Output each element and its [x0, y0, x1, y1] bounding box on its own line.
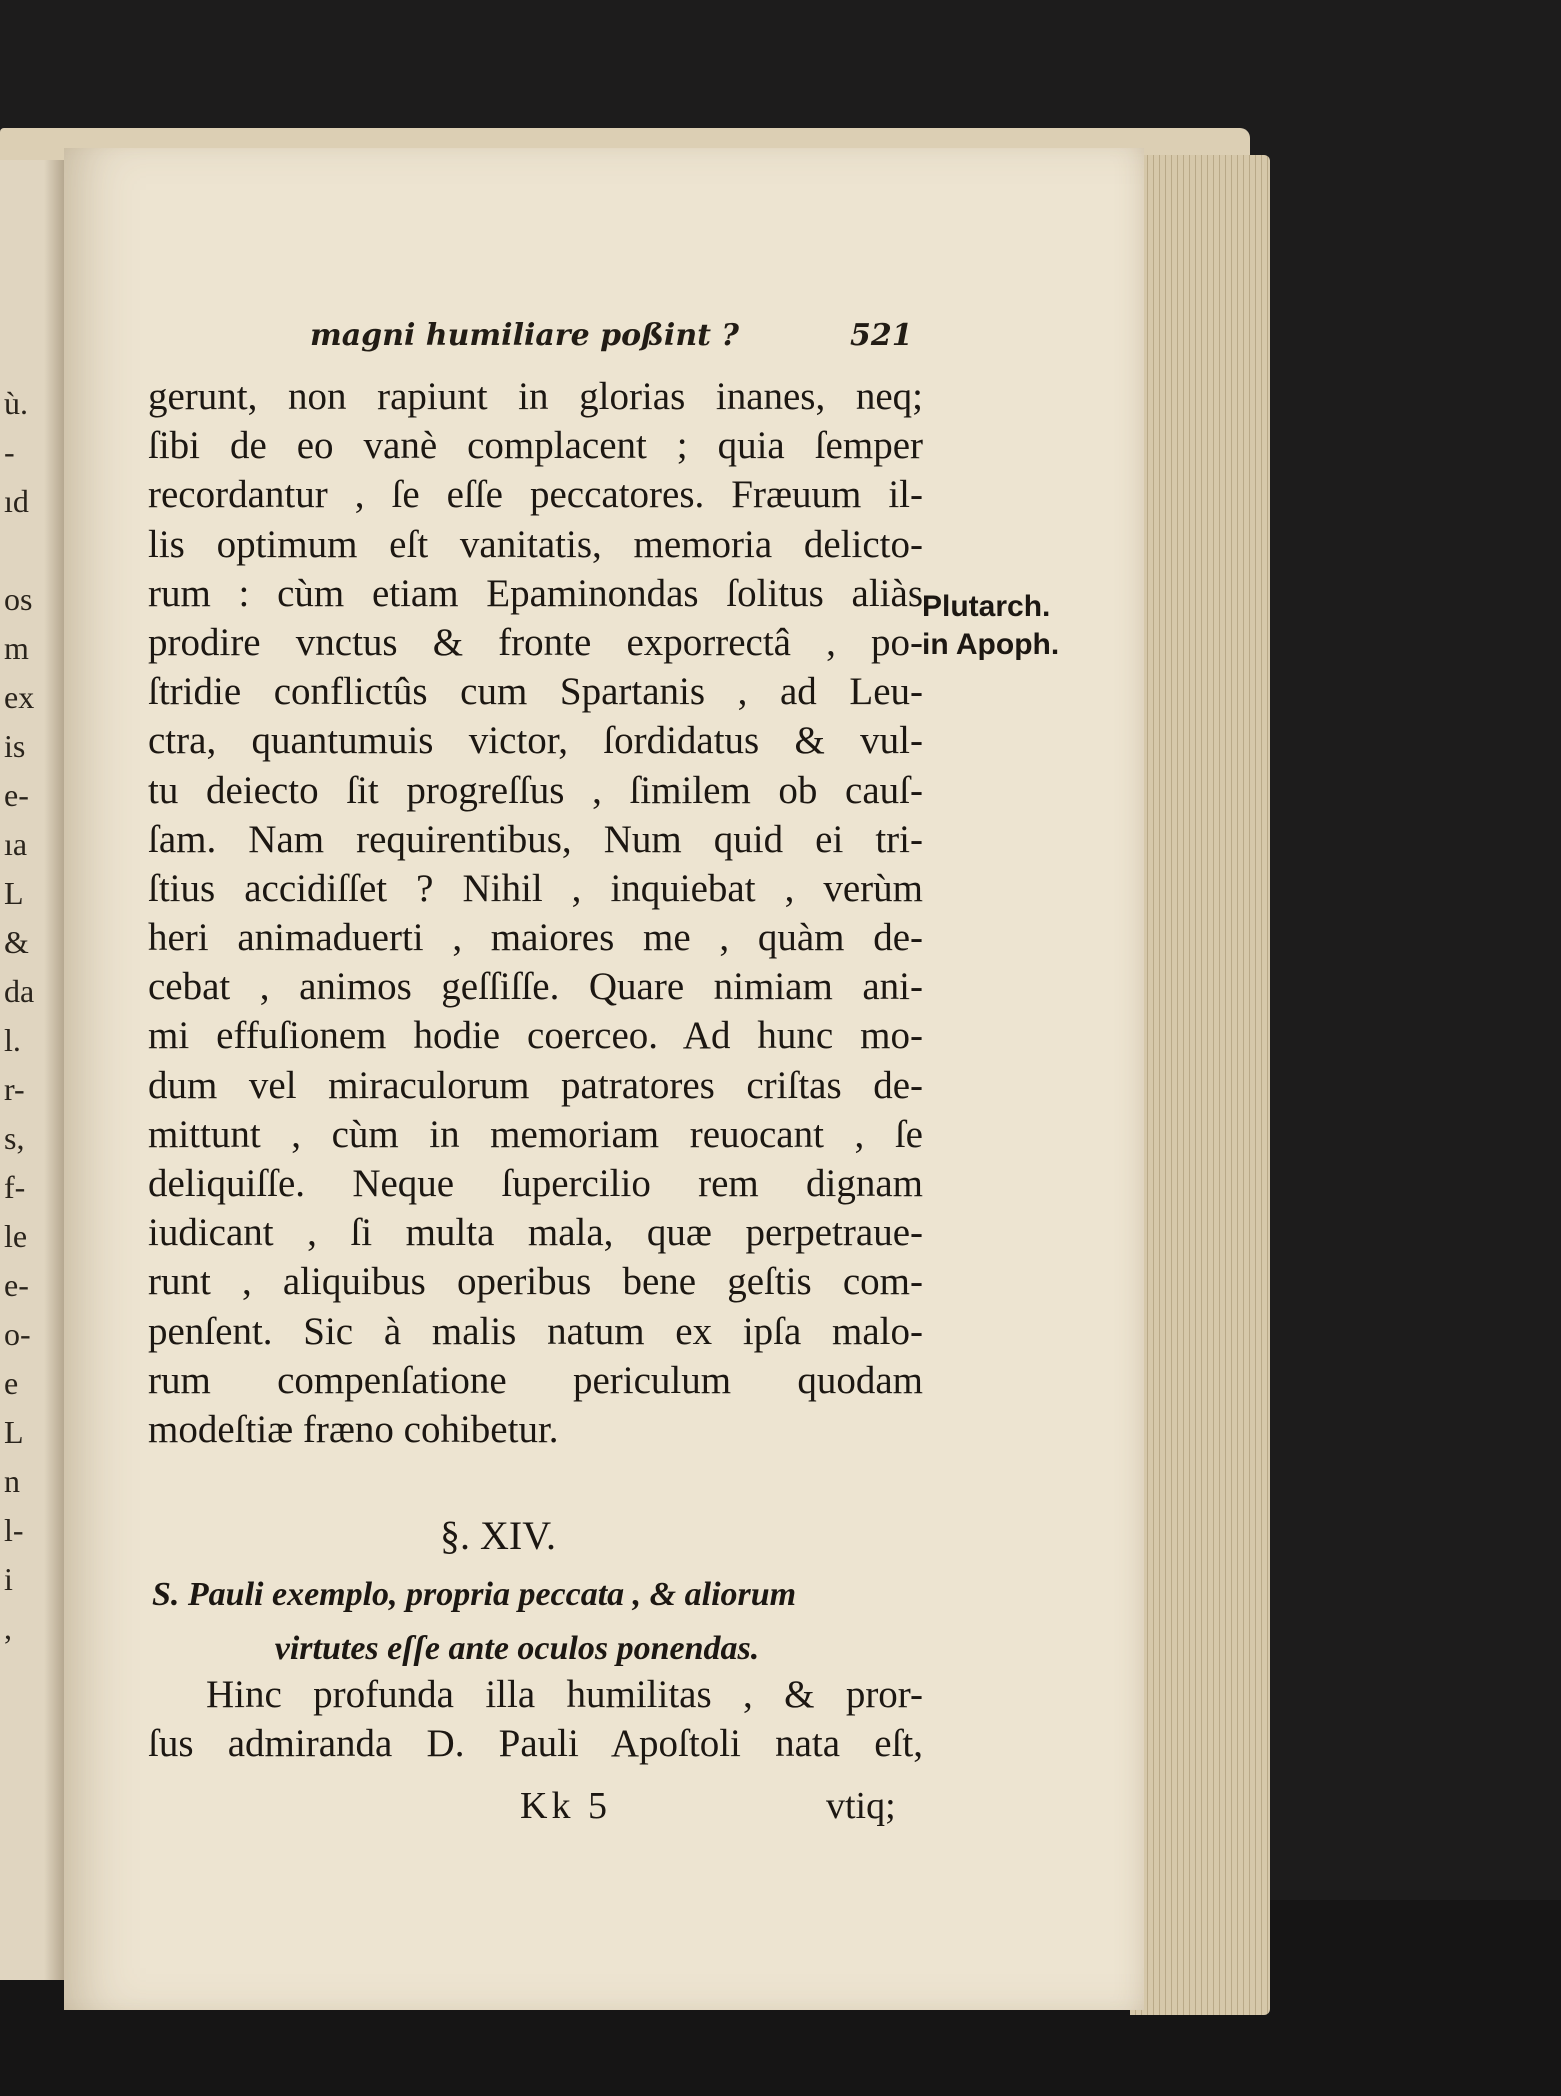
- marginal-note: [922, 588, 1072, 664]
- margin-note-line: Plutarch.: [922, 590, 1051, 623]
- text-line: penſent. Sic à malis natum ex ipſa malo-: [148, 1309, 923, 1353]
- summary-line: S. Pauli exemplo, propria peccata , & aliorum: [152, 1576, 797, 1613]
- summary-line: virtutes eſſe ante oculos ponendas.: [274, 1630, 760, 1667]
- catchword: vtiq;: [826, 1785, 896, 1827]
- page-edges: [1130, 155, 1270, 2015]
- left-page-fragment: os: [4, 581, 33, 617]
- main-text: [148, 372, 923, 1454]
- text-line: ctra, quantumuis victor, ſordidatus & vul-: [148, 719, 923, 763]
- left-page-fragment: i: [4, 1561, 13, 1597]
- text-line: deliquiſſe. Neque ſupercilio rem dignam: [148, 1162, 923, 1205]
- left-page-fragment: da: [4, 973, 35, 1009]
- left-page-fragment: f-: [4, 1169, 26, 1205]
- left-page-fragment: L: [4, 875, 24, 911]
- text-line: iudicant , ſi multa mala, quæ perpetraue-: [148, 1211, 923, 1255]
- left-page-fragment: l-: [4, 1512, 24, 1548]
- section-heading: §. XIV.: [440, 1513, 556, 1558]
- text-line: recordantur , ſe eſſe peccatores. Fræuum il-: [148, 473, 923, 517]
- left-page-fragment: n: [4, 1463, 20, 1499]
- text-line: dum vel miraculorum patratores criſtas de-: [148, 1063, 923, 1107]
- left-page-fragment: le: [4, 1218, 28, 1254]
- left-page-fragment: ù.: [4, 385, 28, 421]
- page-number: 521: [850, 318, 913, 353]
- left-page-fragment: l.: [4, 1022, 21, 1058]
- left-page-fragment: s,: [4, 1120, 25, 1156]
- text-line: prodire vnctus & fronte exporrectâ , po-: [148, 620, 923, 664]
- text-line: Hinc profunda illa humilitas , & pror-: [206, 1673, 923, 1716]
- running-head: magni humiliare poßint ?: [310, 318, 740, 353]
- text-line: ſus admiranda D. Pauli Apoſtoli nata eſt,: [148, 1722, 923, 1766]
- left-page-fragment: o-: [4, 1316, 31, 1352]
- section-text: [148, 1670, 923, 1768]
- left-page-fragment: e-: [4, 1267, 29, 1303]
- margin-note-line: in Apoph.: [922, 628, 1060, 661]
- text-line: ſtridie conflictûs cum Spartanis , ad Leu-: [148, 670, 923, 714]
- text-line: lis optimum eſt vanitatis, memoria delicto-: [148, 522, 923, 566]
- text-line: ſtius accidiſſet ? Nihil , inquiebat , verùm: [148, 866, 923, 910]
- text-line: heri animaduerti , maiores me , quàm de-: [148, 916, 923, 960]
- text-line: tu deiecto ſit progreſſus , ſimilem ob cauſ-: [148, 768, 923, 812]
- text-line: cebat , animos geſſiſſe. Quare nimiam ani-: [148, 965, 923, 1009]
- text-line: gerunt, non rapiunt in glorias inanes, neq;: [148, 375, 923, 418]
- left-page-fragment: is: [4, 728, 26, 764]
- left-page-fragment: ,: [4, 1610, 12, 1646]
- section-summary: [152, 1568, 922, 1676]
- left-page-fragment: &: [4, 924, 29, 960]
- left-page-fragment: e-: [4, 777, 29, 813]
- left-page-fragment: ex: [4, 679, 35, 715]
- text-line: ſam. Nam requirentibus, Num quid ei tri-: [148, 817, 923, 861]
- text-line: mittunt , cùm in memoriam reuocant , ſe: [148, 1112, 923, 1156]
- text-line: rum compenſatione periculum quodam: [148, 1358, 923, 1402]
- left-page-fragment: m: [4, 630, 29, 666]
- text-line: runt , aliquibus operibus bene geſtis com-: [148, 1260, 923, 1304]
- left-page-edge: [0, 160, 68, 1980]
- left-page-fragment: -: [4, 434, 15, 470]
- left-page-fragment: ıa: [4, 826, 28, 862]
- text-line: mi effuſionem hodie coerceo. Ad hunc mo-: [148, 1014, 923, 1058]
- left-page-fragment: L: [4, 1414, 24, 1450]
- text-line: rum : cùm etiam Epaminondas ſolitus aliàs: [148, 571, 923, 615]
- text-line: modeſtiæ fræno cohibetur.: [148, 1407, 559, 1451]
- signature-mark: Kk 5: [520, 1785, 611, 1827]
- left-page-fragment: ıd: [4, 483, 29, 519]
- left-page-fragment: e: [4, 1365, 19, 1401]
- left-page-fragment: r-: [4, 1071, 25, 1107]
- gutter-shadow: [44, 160, 66, 1980]
- text-line: ſibi de eo vanè complacent ; quia ſemper: [148, 424, 923, 468]
